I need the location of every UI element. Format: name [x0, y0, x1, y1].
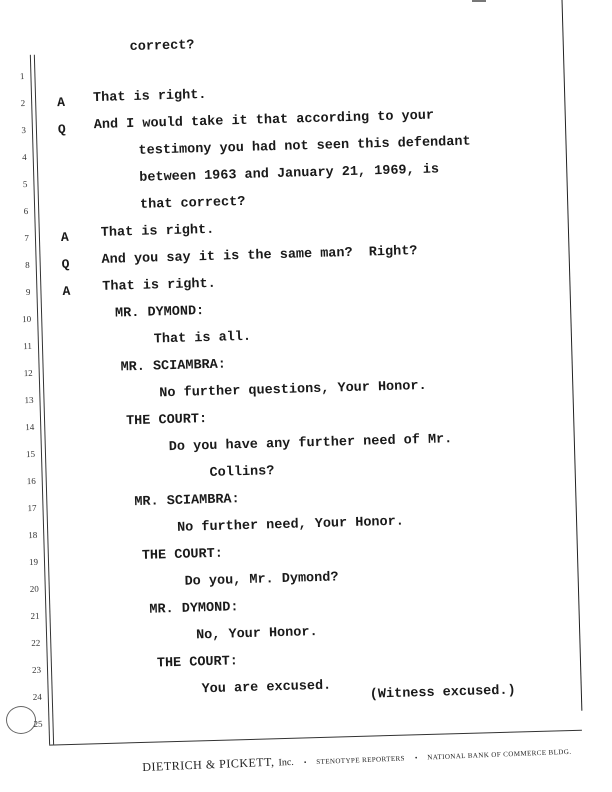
line-number: 20: [29, 583, 39, 595]
transcript-line: Collins?: [209, 464, 275, 481]
transcript-line: that correct?: [139, 194, 246, 213]
line-number: 6: [23, 205, 29, 217]
line-number: 18: [28, 529, 38, 541]
line-number: 12: [23, 367, 33, 379]
line-number: 3: [21, 124, 27, 136]
speaker-heading: MR. DYMOND:: [149, 600, 239, 618]
transcript-line: Do you have any further need of Mr.: [168, 432, 453, 456]
transcript-line: between 1963 and January 21, 1969, is: [139, 162, 440, 186]
line-number: 1: [19, 71, 25, 82]
line-number: 13: [24, 394, 34, 406]
line-number: 16: [26, 475, 36, 487]
witness-excused-note: (Witness excused.): [369, 683, 516, 703]
transcript-line: And I would take it that according to your: [93, 108, 435, 134]
right-margin-rule: [561, 0, 582, 711]
transcript-line: testimony you had not seen this defendant: [138, 134, 471, 159]
line-number: 10: [22, 313, 32, 325]
speaker-heading: MR. SCIAMBRA:: [120, 357, 227, 376]
building-label: NATIONAL BANK OF COMMERCE BLDG.: [427, 747, 572, 762]
line-number: 9: [25, 286, 31, 298]
bullet-separator: •: [303, 758, 307, 767]
bullet-separator: •: [414, 753, 418, 763]
line-number: 22: [31, 637, 41, 649]
line-number: 2: [20, 97, 26, 109]
question-marker: Q: [57, 121, 66, 138]
line-number: 24: [32, 691, 42, 703]
transcript-line: No further questions, Your Honor.: [159, 378, 427, 402]
transcript-line: That is right.: [100, 222, 215, 241]
transcript-line: That is right.: [102, 276, 216, 295]
line-number: 15: [25, 448, 36, 460]
transcript-line: correct?: [129, 38, 195, 56]
reporters-label: STENOTYPE REPORTERS: [316, 754, 406, 767]
line-number: 23: [31, 664, 42, 676]
line-number: 5: [22, 178, 28, 190]
speaker-heading: THE COURT:: [156, 654, 239, 672]
transcript-line: No further need, Your Honor.: [176, 514, 405, 536]
transcript-line: That is right.: [92, 87, 207, 107]
line-number: 14: [25, 421, 35, 433]
line-number: 25: [33, 718, 43, 729]
speaker-heading: MR. SCIAMBRA:: [134, 492, 240, 511]
line-number: 19: [28, 556, 39, 568]
transcript-line: Do you, Mr. Dymond?: [184, 570, 339, 590]
transcript-line: And you say it is the same man? Right?: [101, 244, 418, 268]
line-number: 7: [24, 232, 30, 244]
answer-marker: A: [56, 94, 66, 111]
speaker-heading: MR. DYMOND:: [114, 304, 205, 322]
transcript-line: No, Your Honor.: [195, 625, 318, 644]
firm-name: DIETRICH & PICKETT,: [142, 754, 275, 774]
speaker-heading: THE COURT:: [141, 546, 224, 564]
line-number: 17: [27, 502, 37, 514]
line-number: 11: [23, 340, 33, 352]
answer-marker: A: [62, 283, 71, 300]
answer-marker: A: [60, 229, 69, 246]
question-marker: Q: [61, 256, 70, 273]
transcript-line: That is all.: [153, 329, 252, 348]
firm-inc: Inc.: [278, 756, 295, 769]
speaker-heading: THE COURT:: [125, 412, 208, 430]
line-number: 4: [22, 151, 27, 163]
line-number: 8: [25, 259, 30, 271]
transcript-line: You are excused.: [201, 678, 332, 698]
line-number: 21: [30, 610, 40, 622]
